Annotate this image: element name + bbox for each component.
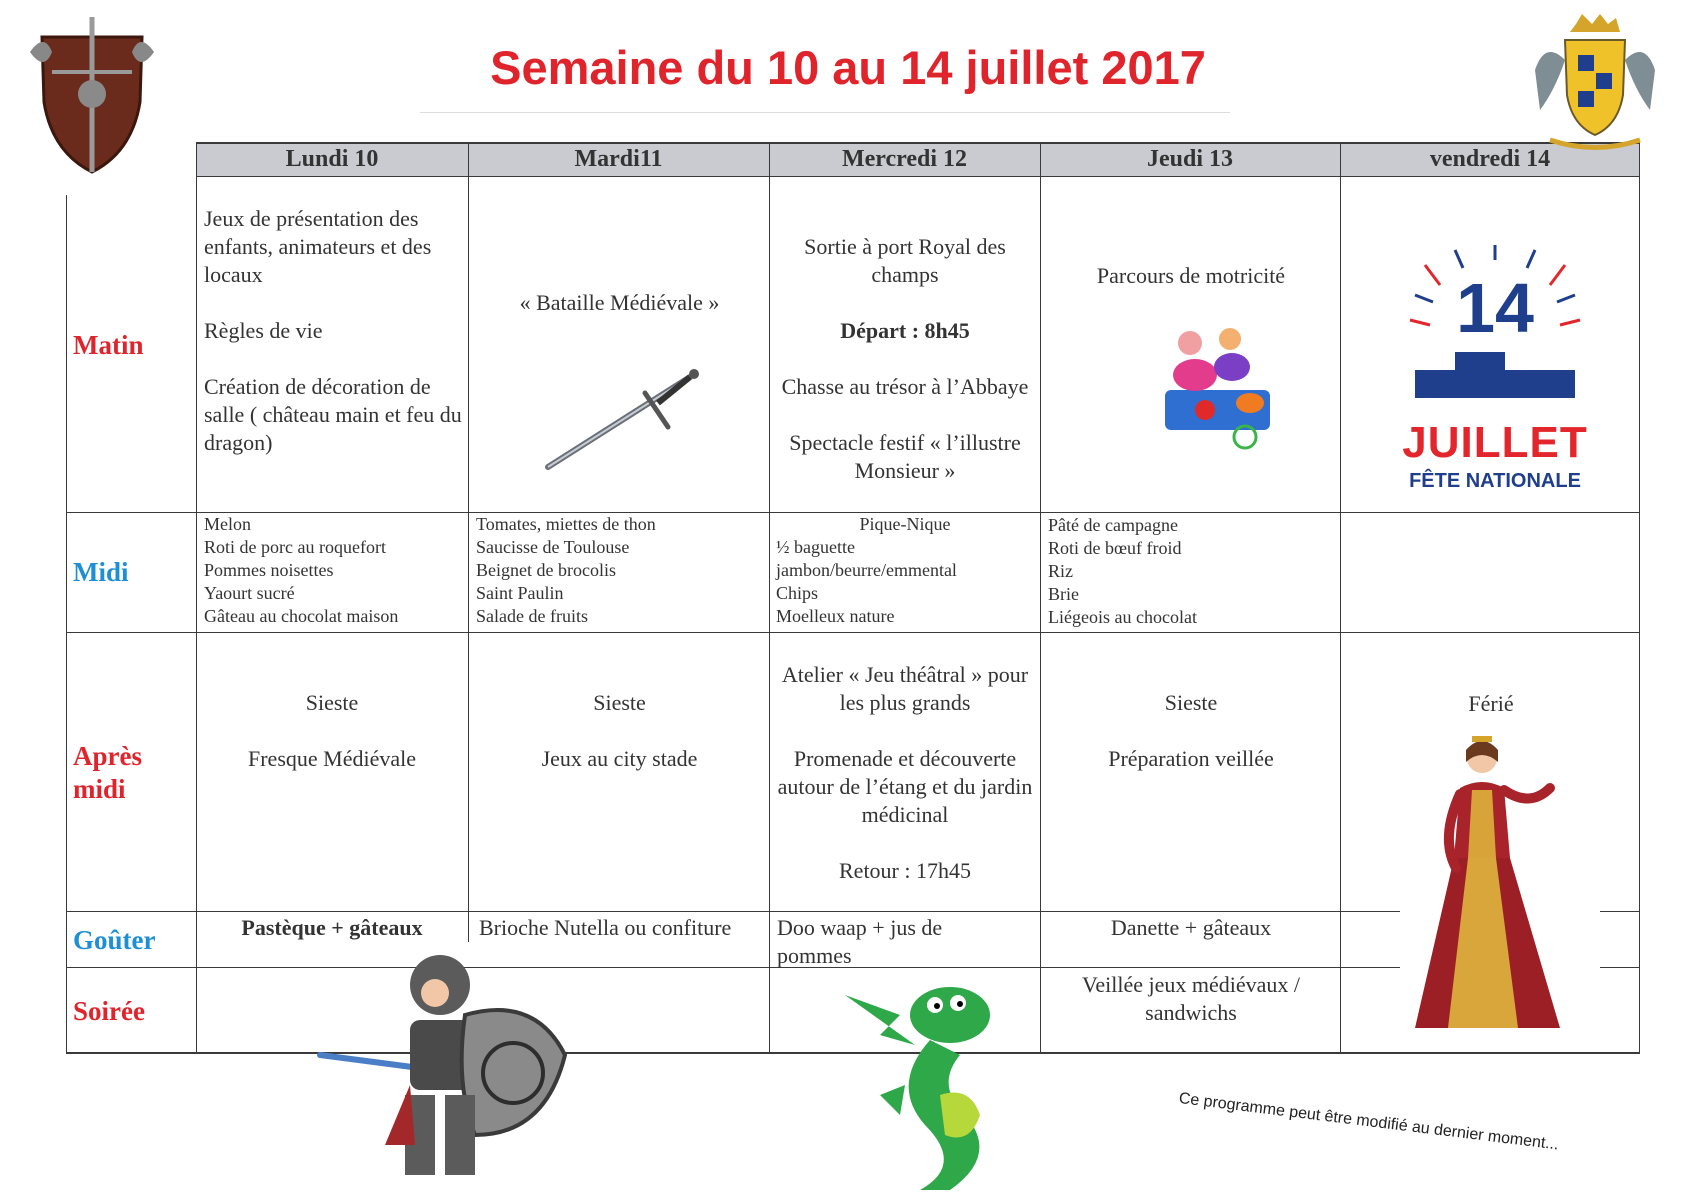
- town-crest-icon: [1520, 10, 1670, 160]
- day-header: vendredi 14: [1429, 146, 1551, 172]
- grid-line: [769, 142, 770, 1053]
- grid-line: [66, 195, 67, 1053]
- row-label-gouter: Goûter: [73, 925, 156, 955]
- matin-mercredi: Sortie à port Royal des champs Départ : 8h45 Chasse au trésor à l’Abbaye Spectacle festif « l’illustre Monsieur »: [781, 234, 1029, 483]
- princess-picture: [1400, 728, 1600, 1040]
- day-header: Mardi11: [574, 146, 663, 172]
- midi-lundi: Melon Roti de porc au roquefort Pommes noisettes Yaourt sucré Gâteau au chocolat maison: [204, 514, 399, 626]
- matin-jeudi: Parcours de motricité: [1096, 263, 1286, 288]
- grid-line: [196, 176, 1640, 177]
- row-label-soiree: Soirée: [73, 996, 145, 1026]
- fete-nationale-poster: [1395, 240, 1595, 505]
- gouter-jeudi: Danette + gâteaux: [1110, 915, 1272, 940]
- dragon-illustration-icon: [840, 975, 1030, 1195]
- page-title: Semaine du 10 au 14 juillet 2017: [490, 41, 1206, 94]
- apres-midi-jeudi: Sieste Préparation veillée: [1108, 690, 1274, 771]
- day-header: Jeudi 13: [1146, 146, 1233, 172]
- apres-midi-vendredi: Férié: [1468, 691, 1514, 716]
- midi-mercredi: Pique-Nique ½ baguette jambon/beurre/emmental Chips Moelleux nature: [776, 514, 957, 626]
- day-header: Mercredi 12: [841, 146, 968, 172]
- poster-month: JUILLET: [1402, 418, 1588, 467]
- apres-midi-mercredi: Atelier « Jeu théâtral » pour les plus grands Promenade et découverte autour de l’étang et du jardin médicinal Retour : 17h45: [777, 662, 1033, 883]
- grid-line: [66, 632, 1640, 633]
- row-label-midi: Midi: [73, 557, 129, 587]
- grid-line: [1340, 142, 1341, 1053]
- matin-mardi: « Bataille Médiévale »: [519, 290, 720, 315]
- apres-midi-mardi: Sieste Jeux au city stade: [541, 690, 698, 771]
- midi-jeudi: Pâté de campagne Roti de bœuf froid Riz Brie Liégeois au chocolat: [1048, 515, 1197, 627]
- row-label-matin: Matin: [73, 330, 144, 360]
- knight-illustration-icon: [315, 945, 585, 1200]
- coat-of-arms-shield-icon: [22, 12, 162, 177]
- kids-playing-icon: [1160, 325, 1275, 450]
- midi-mardi: Tomates, miettes de thon Saucisse de Toulouse Beignet de brocolis Saint Paulin Salade de fruits: [476, 514, 656, 626]
- grid-line: [1040, 142, 1041, 1053]
- soiree-jeudi: Veillée jeux médiévaux / sandwichs: [1081, 972, 1301, 1025]
- footer-note: Ce programme peut être modifié au dernier moment...: [1177, 1090, 1560, 1154]
- row-label-apres-midi: Après midi: [73, 741, 142, 804]
- grid-line: [468, 142, 469, 942]
- apres-midi-lundi: Sieste Fresque Médiévale: [248, 690, 416, 771]
- title-underline: [420, 112, 1230, 113]
- day-header: Lundi 10: [285, 146, 379, 172]
- poster-subtitle: FÊTE NATIONALE: [1409, 470, 1581, 492]
- matin-lundi: Jeux de présentation des enfants, animateurs et des locaux Règles de vie Création de décoration de salle ( château main et feu du dragon): [204, 206, 462, 455]
- grid-line: [1639, 142, 1640, 1053]
- grid-line: [196, 142, 197, 1053]
- sword-icon: [540, 365, 710, 475]
- poster-number: 14: [1456, 269, 1534, 347]
- gouter-mardi: Brioche Nutella ou confiture: [479, 915, 732, 940]
- gouter-lundi: Pastèque + gâteaux: [241, 915, 423, 940]
- gouter-mercredi: Doo waap + jus de pommes: [777, 915, 943, 968]
